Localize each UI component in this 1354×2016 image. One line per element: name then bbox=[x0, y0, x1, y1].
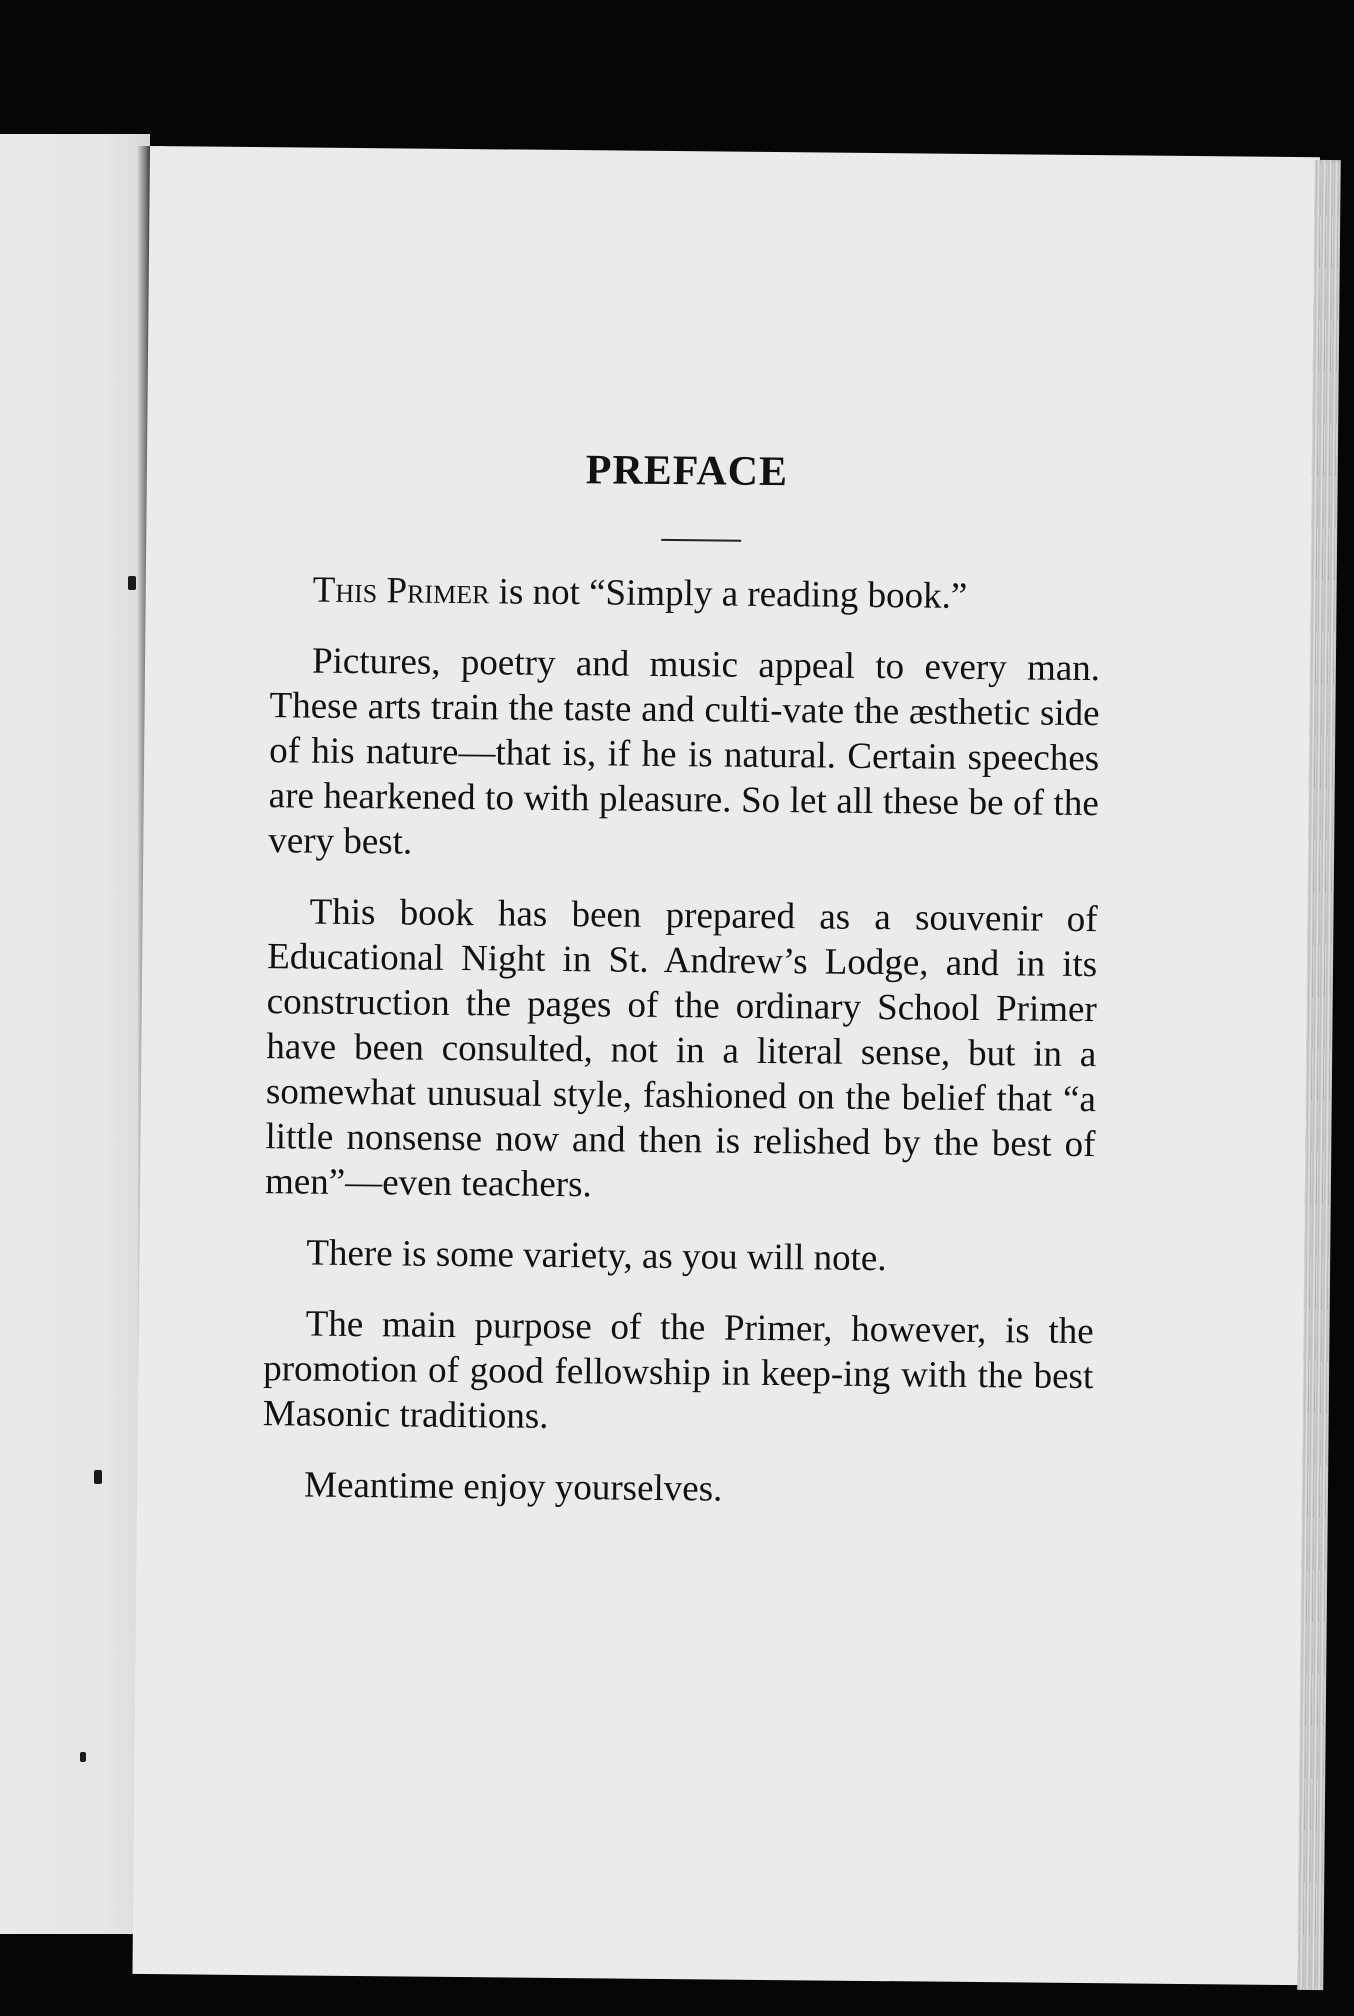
binding-mark bbox=[94, 1470, 102, 1484]
paragraph: There is some variety, as you will note. bbox=[306, 1232, 887, 1280]
paragraph-lead: This Primer bbox=[312, 569, 490, 613]
page-heading: PREFACE bbox=[585, 447, 789, 496]
left-page-leaf bbox=[0, 134, 150, 1934]
paragraph: Meantime enjoy yourselves. bbox=[303, 1464, 723, 1510]
paragraph bbox=[271, 567, 1101, 620]
binding-mark bbox=[128, 576, 136, 590]
preface-page bbox=[132, 146, 1319, 1985]
paragraph: The main purpose of the Primer, however, is the promotion of good fellowship in keep-ing with the best Masonic traditions. bbox=[262, 1303, 1094, 1437]
heading-rule bbox=[661, 539, 741, 542]
paragraph-text: is not “Simply a reading book.” bbox=[489, 571, 968, 617]
binding-mark bbox=[80, 1752, 86, 1762]
paragraph: Pictures, poetry and music appeal to every man. These arts train the taste and culti-vate the æsthetic side of his nature—that is, if he is natural. Certain speeches are hearkened to with pleasure. So let all these be of the very best. bbox=[268, 640, 1101, 863]
paragraph: This book has been prepared as a souvenir of Educational Night in St. Andrew’s Lodge, and in its construction the pages of the ordinary School Primer have been consulted, not in a literal sense, but in a somewhat unusual style, fashioned on the belief that “a little nonsense now and then is relished by the best of men”—even teachers. bbox=[264, 891, 1098, 1206]
preface-body bbox=[262, 567, 1101, 1541]
page-text-block bbox=[262, 147, 1105, 1510]
